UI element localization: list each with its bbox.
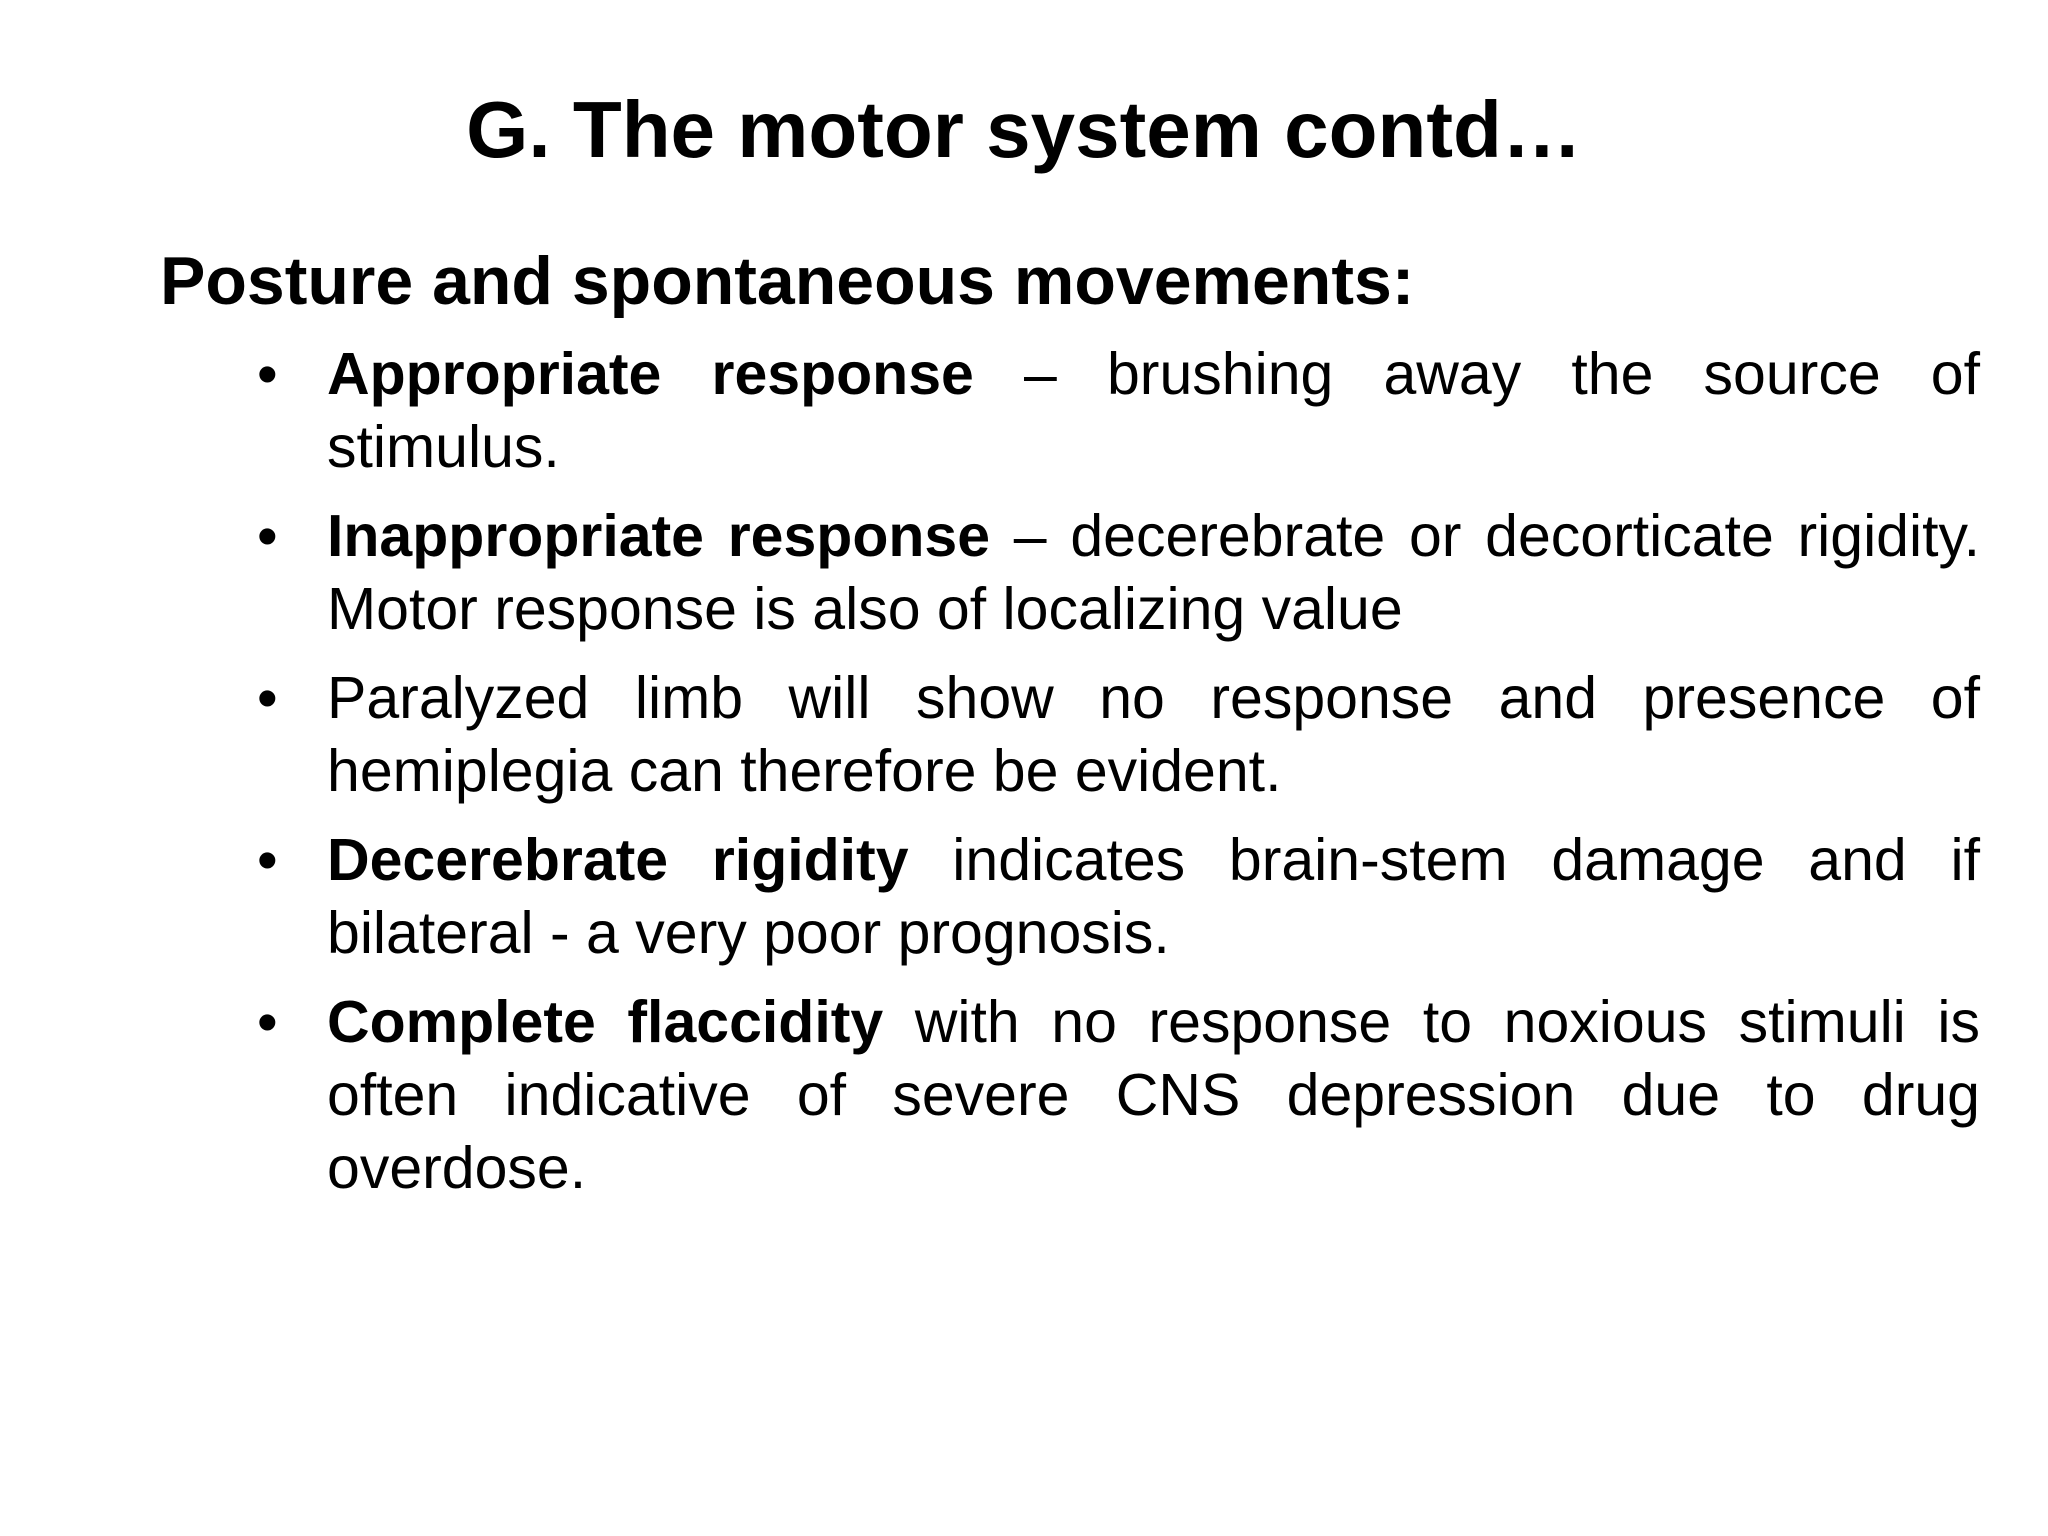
bullet-item-complete-flaccidity — [255, 986, 1980, 1205]
slide-title: G. The motor system contd… — [466, 85, 1582, 174]
bullet-text: indicates brain-stem damage and if bilateral - a very poor prognosis. — [327, 827, 1980, 966]
bullet-term: Inappropriate response — [327, 503, 991, 569]
bullet-icon: • — [257, 341, 278, 407]
bullet-item-appropriate-response — [255, 338, 1980, 484]
bullet-icon: • — [257, 665, 278, 731]
bullet-term: Appropriate response — [327, 341, 974, 407]
bullet-item-paralyzed-limb — [255, 662, 1980, 808]
bullet-list — [255, 338, 1980, 1221]
bullet-text: with no response to noxious stimuli is often indicative of severe CNS depression due to drug overdose. — [327, 989, 1981, 1201]
bullet-icon: • — [257, 827, 278, 893]
bullet-term: Decerebrate rigidity — [327, 827, 909, 893]
bullet-item-decerebrate-rigidity — [255, 824, 1980, 970]
bullet-text: Paralyzed limb will show no response and presence of hemiplegia can therefore be evident. — [327, 665, 1980, 804]
bullet-icon: • — [257, 503, 278, 569]
bullet-text: – brushing away the source of stimulus. — [327, 341, 1981, 480]
bullet-text: – decerebrate or decorticate rigidity. Motor response is also of localizing value — [327, 503, 1980, 642]
bullet-icon: • — [257, 989, 278, 1055]
bullet-term: Complete flaccidity — [327, 989, 884, 1055]
bullet-item-inappropriate-response — [255, 500, 1980, 646]
section-subheading: Posture and spontaneous movements: — [160, 243, 1415, 319]
